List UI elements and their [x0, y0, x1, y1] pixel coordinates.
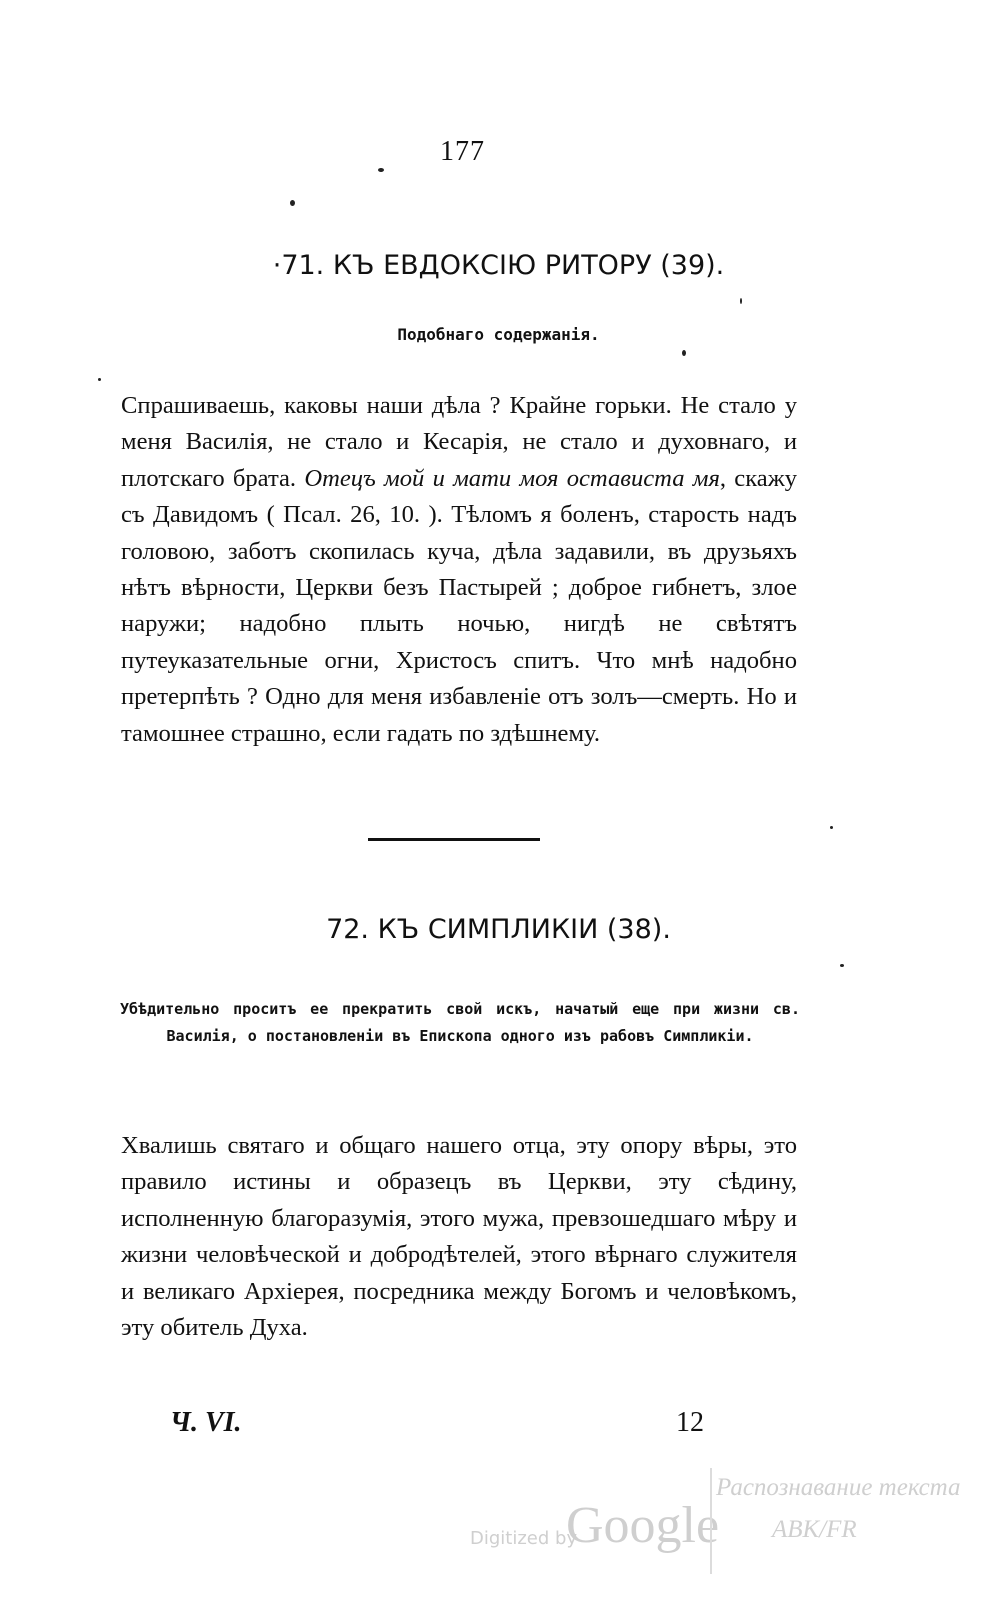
scan-speck	[830, 826, 833, 829]
letter-71-summary: Подобнаго содержанія.	[397, 325, 600, 344]
watermark-digitized-by: Digitized by	[470, 1528, 578, 1549]
letter-72-text: Хвалишь святаго и общаго нашего отца, эту опору вѣры, это правило истины и образецъ въ Церкви, эту сѣдину, исполненную благоразумія, этого мужа, превзошедшаго мѣру и жизни человѣческой и добродѣтелей, этого вѣрнаго служителя и великаго Архіерея, посредника между Богомъ и человѣкомъ, эту обитель Духа.	[121, 1132, 797, 1342]
scan-speck	[98, 378, 101, 381]
watermark-google-logo: Google	[566, 1497, 720, 1554]
letter-72-heading: 72. КЪ СИМПЛИКІИ (38).	[326, 914, 671, 945]
psalm-quote: Отецъ мой и мати моя остависта мя	[304, 464, 720, 492]
scan-speck	[740, 298, 742, 304]
watermark-recognition-text: Распознавание текста	[716, 1474, 961, 1501]
footer-sheet-number: 12	[676, 1407, 704, 1438]
scan-speck	[840, 964, 844, 967]
letter-72-summary: Убѣдительно проситъ ее прекратить свой искъ, начатый еще при жизни св. Василія, о постановленіи въ Епископа одного изъ рабовъ Симпликіи.	[120, 1000, 800, 1045]
watermark-separator	[710, 1468, 712, 1574]
section-divider	[368, 838, 540, 841]
footer-signature: Ч. VI.	[170, 1407, 242, 1438]
letter-71-text-after: , скажу съ Давидомъ ( Псал. 26, 10. ). Тѣломъ я боленъ, старость надъ головою, заботъ скопилась куча, дѣла задавили, въ друзьяхъ нѣтъ вѣрности, Церкви безъ Пастырей ; доброе гибнетъ, злое наружи; надобно плыть ночью, нигдѣ не свѣтятъ путеуказательные огни, Христосъ спитъ. Что мнѣ надобно претерпѣть ? Одно для меня избавленіе отъ золъ—смерть. Но и тамошнее страшно, если гадать по здѣшнему.	[121, 464, 797, 747]
watermark-code: ABK/FR	[772, 1516, 857, 1543]
page-number: 177	[440, 136, 485, 167]
scan-speck	[682, 350, 686, 356]
letter-71-text	[121, 388, 797, 752]
letter-71-heading: ·71. КЪ ЕВДОКСІЮ РИТОРУ (39).	[272, 250, 725, 281]
scan-speck	[378, 168, 384, 172]
digitization-watermark	[470, 1450, 990, 1590]
scan-speck	[290, 200, 295, 206]
letter-71-text-before: Спрашиваешь, каковы наши дѣла ? Крайне горьки. Не стало у меня Василія, не стало и Кесарія, не стало и духовнаго, и плотскаго брата.	[121, 392, 797, 492]
